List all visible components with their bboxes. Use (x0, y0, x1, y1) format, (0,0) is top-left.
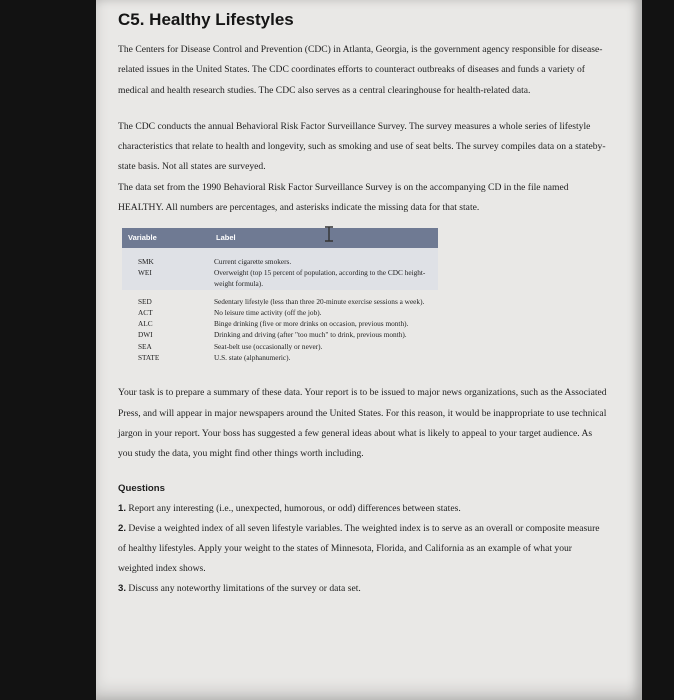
table-row (122, 267, 438, 290)
task-paragraph: Your task is to prepare a summary of these data. Your report is to be issued to major news organizations, such as the Associated Press, and will appear in major newspapers around the United States. For this reason, it would be inappropriate to use technical jargon in your report. Your boss has suggested a few general ideas about what is likely to appeal to your target audience. As you study the data, you might find other things worth including. (118, 387, 607, 460)
table-row (122, 307, 438, 318)
variable-cell: DWI (138, 330, 153, 340)
label-cell: Sedentary lifestyle (less than three 20-minute exercise sessions a week). (214, 296, 425, 306)
question-number: 3. (118, 582, 127, 594)
intro-paragraph: The Centers for Disease Control and Prevention (CDC) in Atlanta, Georgia, is the government agency responsible for disease-related issues in the United States. The CDC coordinates efforts to counteract outbreaks of diseases and funds a variety of medical and health research studies. The CDC also serves as a central clearinghouse for health-related data. (118, 44, 603, 96)
textbook-page (96, 0, 642, 700)
label-cell: Binge drinking (five or more drinks on occasion, previous month). (214, 319, 409, 329)
question-item (118, 579, 608, 599)
question-text: Discuss any noteworthy limitations of the survey or data set. (128, 582, 361, 594)
table-row (122, 352, 438, 369)
question-item (118, 519, 608, 579)
question-number: 1. (118, 502, 127, 514)
dataset-paragraph: The data set from the 1990 Behavioral Risk Factor Surveillance Survey is on the accompanying CD in the file named HEALTHY. All numbers are percentages, and asterisks indicate the missing data for that state. (118, 181, 569, 214)
variable-column-header: Variable (122, 228, 210, 247)
variable-cell: ACT (138, 307, 153, 317)
section-title: C5. Healthy Lifestyles (118, 10, 294, 29)
variable-cell: SED (138, 296, 152, 306)
questions-section (118, 479, 608, 599)
page-content (118, 10, 608, 599)
variable-cell: WEI (138, 267, 152, 277)
label-cell: Current cigarette smokers. (214, 256, 292, 266)
table-row (122, 318, 438, 329)
variable-cell: SEA (138, 341, 152, 351)
label-cell: Overweight (top 15 percent of population, according to the CDC height-weight formula). (214, 267, 426, 289)
variable-cell: ALC (138, 319, 153, 329)
table-row (122, 329, 438, 340)
label-cell: U.S. state (alphanumeric). (214, 353, 291, 363)
label-cell: Drinking and driving (after "too much" to drink, previous month). (214, 330, 407, 340)
variable-cell: STATE (138, 353, 160, 363)
variables-table (122, 228, 438, 369)
question-number: 2. (118, 522, 127, 534)
questions-heading: Questions (118, 482, 165, 494)
label-column-header: Label (210, 228, 438, 247)
label-cell: No leisure time activity (off the job). (214, 307, 322, 317)
question-text: Devise a weighted index of all seven lifestyle variables. The weighted index is to serve as an overall or composite measure of healthy lifestyles. Apply your weight to the states of Minnesota, Florida, and California as an example of what your weighted index shows. (118, 522, 600, 574)
question-text: Report any interesting (i.e., unexpected, humorous, or odd) differences between states. (128, 502, 461, 514)
variable-cell: SMK (138, 256, 154, 266)
table-row (122, 341, 438, 352)
table-row (122, 248, 438, 267)
survey-paragraph: The CDC conducts the annual Behavioral Risk Factor Surveillance Survey. The survey measures a whole series of lifestyle characteristics that relate to health and longevity, such as smoking and use of seat belts. The survey compiles data on a stateby-state basis. Not all states are surveyed. (118, 120, 606, 173)
table-row (122, 290, 438, 307)
label-cell: Seat-belt use (occasionally or never). (214, 341, 323, 351)
text-cursor-icon (323, 226, 335, 242)
question-item (118, 499, 608, 519)
